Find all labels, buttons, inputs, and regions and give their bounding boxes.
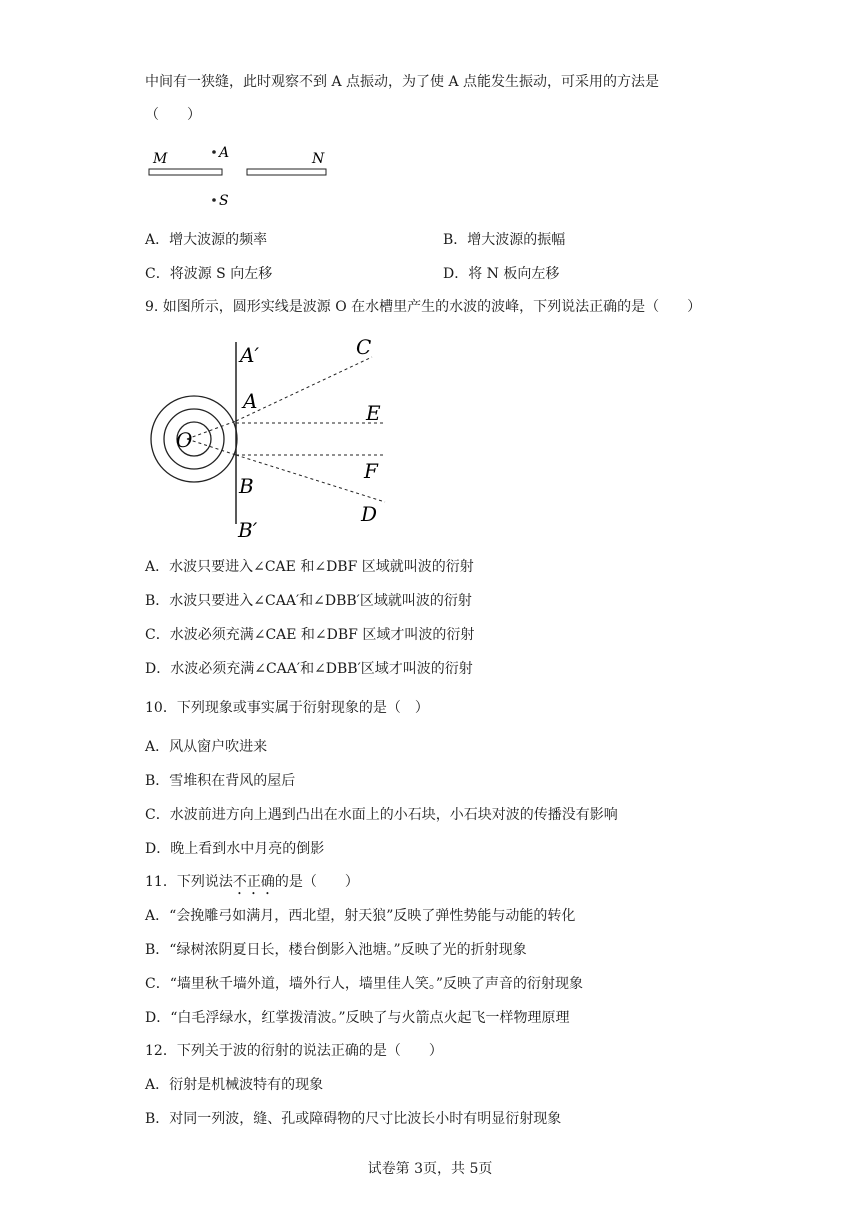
label-a-prime: A′ xyxy=(240,343,259,367)
label-a: A xyxy=(243,389,258,413)
page-footer: 试卷第 3页，共 5页 xyxy=(367,1161,493,1177)
label-a: A xyxy=(219,145,230,161)
q11-stem-suffix: 的是（ ） xyxy=(274,874,359,890)
q10-option-b: B．雪堆积在背风的屋后 xyxy=(145,773,296,789)
q8-stem-line1: 中间有一狭缝，此时观察不到 A 点振动，为了使 A 点能发生振动，可采用的方法是 xyxy=(145,74,660,90)
q10-option-a: A．风从窗户吹进来 xyxy=(145,739,268,755)
q10-option-c: C．水波前进方向上遇到凸出在水面上的小石块，小石块对波的传播没有影响 xyxy=(145,807,618,823)
q11-option-b: B．“绿树浓阴夏日长，楼台倒影入池塘。”反映了光的折射现象 xyxy=(145,942,527,958)
plate-m xyxy=(149,169,222,175)
q9-figure xyxy=(140,332,400,547)
label-e: E xyxy=(366,401,381,425)
q8-figure xyxy=(140,138,340,213)
label-n: N xyxy=(312,151,325,167)
q12-option-a: A．衍射是机械波特有的现象 xyxy=(145,1077,324,1093)
q12-option-b: B．对同一列波，缝、孔或障碍物的尺寸比波长小时有明显衍射现象 xyxy=(145,1111,562,1127)
dashed-o-to-b xyxy=(187,439,236,455)
label-c: C xyxy=(356,335,372,359)
q10-stem: 10．下列现象或事实属于衍射现象的是（ ） xyxy=(145,700,429,716)
point-s xyxy=(212,198,216,202)
label-f: F xyxy=(364,459,378,483)
plate-n xyxy=(247,169,326,175)
q11-option-c: C．“墙里秋千墙外道，墙外行人，墙里佳人笑。”反映了声音的衍射现象 xyxy=(145,976,584,992)
wave-crest-middle xyxy=(164,409,224,469)
label-o: O xyxy=(176,428,193,452)
dashed-o-to-a xyxy=(187,421,236,439)
q9-option-d: D．水波必须充满∠CAA′和∠DBB′区域才叫波的衍射 xyxy=(145,661,473,677)
q11-option-a: A．“会挽雕弓如满月，西北望，射天狼”反映了弹性势能与动能的转化 xyxy=(145,908,576,924)
q12-stem: 12．下列关于波的衍射的说法正确的是（ ） xyxy=(145,1043,443,1059)
q11-option-d: D．“白毛浮绿水，红掌拨清波。”反映了与火箭点火起飞一样物理原理 xyxy=(145,1010,570,1026)
label-b-prime: B′ xyxy=(238,518,258,542)
label-b: B xyxy=(239,474,254,498)
q8-stem-line2: （ ） xyxy=(145,107,201,123)
q9-option-c: C．水波必须充满∠CAE 和∠DBF 区域才叫波的衍射 xyxy=(145,627,475,643)
q10-option-d: D．晚上看到水中月亮的倒影 xyxy=(145,841,325,857)
label-d: D xyxy=(361,502,378,526)
dashed-line-d xyxy=(236,455,385,502)
label-s: S xyxy=(219,193,229,209)
q8-option-a: A．增大波源的频率 xyxy=(145,232,268,248)
q8-option-d: D．将 N 板向左移 xyxy=(443,266,560,282)
q8-option-c: C．将波源 S 向左移 xyxy=(145,266,273,282)
point-a xyxy=(212,150,216,154)
q11-stem-prefix: 11．下列说法 xyxy=(145,874,233,890)
q11-stem xyxy=(145,873,359,898)
q9-option-a: A．水波只要进入∠CAE 和∠DBF 区域就叫波的衍射 xyxy=(145,559,474,575)
label-m: M xyxy=(153,151,168,167)
q11-stem-emphasis: 不正确 xyxy=(232,874,275,890)
q9-option-b: B．水波只要进入∠CAA′和∠DBB′区域就叫波的衍射 xyxy=(145,593,472,609)
q9-stem: 9. 如图所示，圆形实线是波源 O 在水槽里产生的水波的波峰，下列说法正确的是（ ） xyxy=(145,299,702,315)
q8-option-b: B．增大波源的振幅 xyxy=(443,232,566,248)
